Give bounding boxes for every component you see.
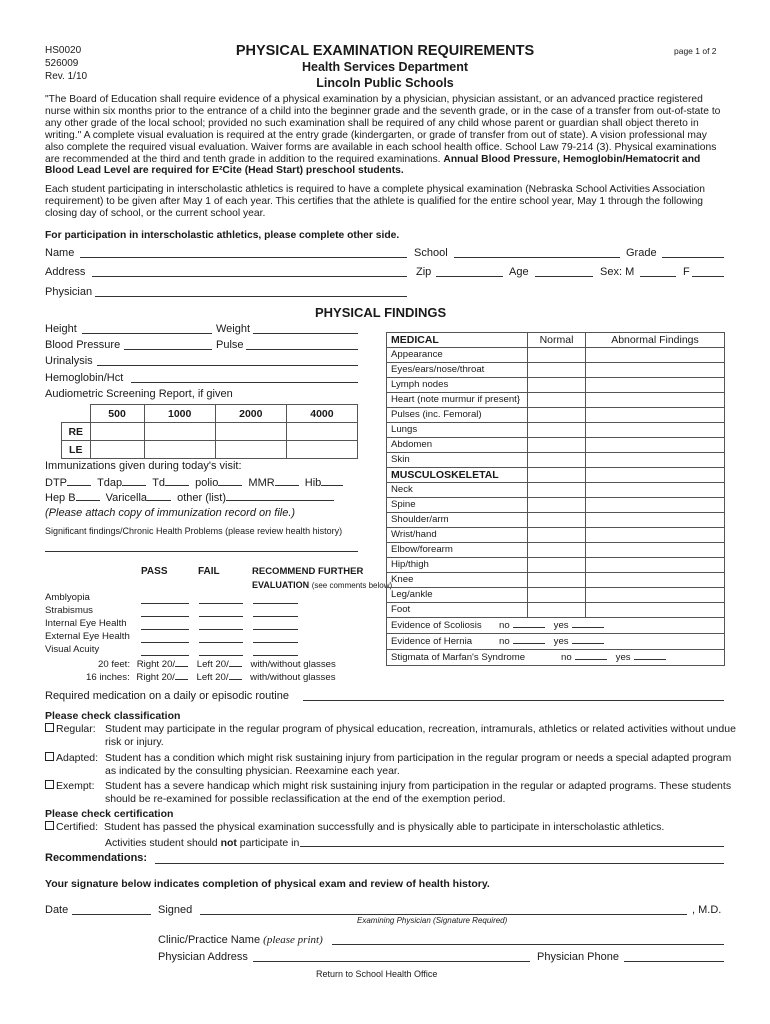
- vision-row-internal: Internal Eye Health: [45, 618, 127, 629]
- scoliosis-row: [387, 618, 725, 634]
- scoliosis-yes-label: yes: [553, 620, 569, 631]
- other-label: other (list): [177, 492, 226, 504]
- vision-evaluation-word: EVALUATION: [252, 580, 310, 590]
- abnormal-cell[interactable]: [586, 438, 725, 453]
- certified-checkbox[interactable]: [45, 821, 54, 830]
- medical-header: MEDICAL: [387, 333, 528, 348]
- medical-item: Skin: [387, 453, 528, 468]
- acuity-right-20ft-field[interactable]: [175, 666, 188, 667]
- abnormal-cell[interactable]: [586, 543, 725, 558]
- athletics-note: For participation in interscholastic athletics, please complete other side.: [45, 230, 400, 241]
- aud-cell[interactable]: [90, 441, 144, 459]
- vision-recommend-header: RECOMMEND FURTHER: [252, 566, 364, 577]
- abnormal-header: Abnormal Findings: [586, 333, 725, 348]
- activities-pre: Activities student should: [105, 837, 221, 849]
- varicella-field[interactable]: [147, 500, 171, 501]
- exempt-text-2: should be re-examined for possible reclassification at the end of the exemption period.: [105, 793, 506, 805]
- recommendations-field[interactable]: [155, 854, 724, 864]
- musc-item: Foot: [387, 603, 528, 618]
- aud-cell[interactable]: [144, 423, 215, 441]
- audiometric-table: [61, 404, 358, 459]
- page-title: PHYSICAL EXAMINATION REQUIREMENTS: [235, 43, 535, 59]
- immunizations-title: Immunizations given during today's visit:: [45, 460, 242, 472]
- activities-field[interactable]: [300, 837, 724, 847]
- normal-cell[interactable]: [528, 558, 586, 573]
- signed-label: Signed: [158, 904, 193, 916]
- address-label: Address: [45, 266, 86, 278]
- varicella-label: Varicella: [105, 492, 148, 504]
- hib-field[interactable]: [321, 485, 343, 486]
- adapted-checkbox[interactable]: [45, 752, 54, 761]
- abnormal-cell[interactable]: [586, 483, 725, 498]
- athletics-paragraph: Each student participating in interscholastic athletics is required to have a complete physical examination (Nebraska School Activities Association requirement) to be given after May 1 of each year. This certifies that the athlete is qualified for the entire school year, May 1 through the following closing day of school, or the current school year.: [45, 184, 705, 219]
- normal-cell[interactable]: [528, 528, 586, 543]
- aud-col-2000: 2000: [215, 405, 286, 423]
- hernia-yes-label: yes: [553, 636, 569, 647]
- form-revision: Rev. 1/10: [45, 71, 88, 82]
- regular-label: Regular:: [56, 723, 96, 735]
- hernia-label: Evidence of Hernia: [391, 636, 473, 647]
- marfan-no-label: no: [561, 652, 572, 663]
- board-requirement-text: "The Board of Education shall require evidence of a physical examination by a physician, physician assistant, or an advanced practice registered nurse within six months prior to the entrance of a child into the beginner grade and the seventh grade, or in the case of a transfer from out-of-state to any other grade of the local school; provided no such examination shall be required of any child whose parent or guardian shall object thereto in writing." A complete visual evaluation is required at the entry grade (kindergarten, or grade of transfer from out of state). A vision professional may also complete the required visual evaluation. Waiver forms are available in each school health office. School Law 79-214 (3). Physical examinations are recommended at the third and tenth grade in addition to the required examinations.: [45, 94, 721, 165]
- normal-cell[interactable]: [528, 483, 586, 498]
- district: Lincoln Public Schools: [316, 76, 454, 90]
- musc-item: Knee: [387, 573, 528, 588]
- abnormal-cell[interactable]: [586, 363, 725, 378]
- physician-label: Physician: [45, 286, 93, 298]
- vision-evaluation-header: [252, 580, 392, 590]
- tdap-label: Tdap: [97, 477, 123, 489]
- hemoglobin-field[interactable]: [131, 373, 358, 383]
- dtp-field[interactable]: [67, 485, 91, 486]
- blood-pressure-label: Blood Pressure: [45, 339, 121, 351]
- normal-cell[interactable]: [528, 498, 586, 513]
- board-requirement-paragraph: [45, 94, 725, 177]
- adapted-label: Adapted:: [56, 752, 99, 764]
- normal-cell[interactable]: [528, 408, 586, 423]
- certified-text: Student has passed the physical examination successfully and is physically able to participate in interscholastic athletics.: [103, 821, 665, 833]
- acuity-right-label: Right 20/: [136, 672, 175, 683]
- signature-field[interactable]: [200, 905, 687, 915]
- abnormal-cell[interactable]: [586, 498, 725, 513]
- mmr-label: MMR: [248, 477, 275, 489]
- physician-address-field[interactable]: [253, 952, 530, 962]
- td-field[interactable]: [165, 485, 189, 486]
- physician-phone-label: Physician Phone: [537, 951, 619, 963]
- required-medication-field[interactable]: [303, 691, 724, 701]
- normal-cell[interactable]: [528, 363, 586, 378]
- clinic-field[interactable]: [332, 935, 724, 945]
- pulse-label: Pulse: [216, 339, 244, 351]
- hepb-field[interactable]: [76, 500, 100, 501]
- vision-row-acuity: Visual Acuity: [45, 644, 100, 655]
- vision-field[interactable]: [199, 594, 243, 604]
- regular-text-2: risk or injury.: [105, 736, 164, 748]
- scoliosis-yes-field[interactable]: [572, 618, 604, 628]
- form-code-hs: HS0020: [45, 45, 82, 56]
- abnormal-cell[interactable]: [586, 558, 725, 573]
- normal-cell[interactable]: [528, 393, 586, 408]
- certification-title: Please check certification: [45, 808, 174, 820]
- immunizations-row-2: [45, 492, 334, 504]
- normal-cell[interactable]: [528, 573, 586, 588]
- aud-row-re: RE: [62, 423, 91, 441]
- physician-field[interactable]: [95, 287, 407, 297]
- normal-cell[interactable]: [528, 468, 586, 483]
- vision-field[interactable]: [253, 594, 298, 604]
- vision-row-strabismus: Strabismus: [45, 605, 93, 616]
- vision-field[interactable]: [141, 607, 189, 617]
- vision-field[interactable]: [199, 620, 243, 630]
- sex-m-label: Sex: M: [600, 266, 635, 278]
- audiometric-label: Audiometric Screening Report, if given: [45, 388, 233, 400]
- blood-pressure-field[interactable]: [124, 340, 212, 350]
- dtp-label: DTP: [45, 477, 67, 489]
- medical-item: Lymph nodes: [387, 378, 528, 393]
- recommendations-label: Recommendations:: [45, 852, 148, 864]
- hernia-no-label: no: [499, 636, 510, 647]
- acuity-left-label: Left 20/: [196, 659, 229, 670]
- abnormal-cell[interactable]: [586, 468, 725, 483]
- medical-item: Pulses (inc. Femoral): [387, 408, 528, 423]
- zip-field[interactable]: [436, 267, 503, 277]
- vision-field[interactable]: [253, 633, 298, 643]
- form-number: 526009: [45, 58, 79, 69]
- physical-findings-title: PHYSICAL FINDINGS: [315, 305, 447, 320]
- abnormal-cell[interactable]: [586, 423, 725, 438]
- abnormal-cell[interactable]: [586, 393, 725, 408]
- musc-item: Wrist/hand: [387, 528, 528, 543]
- acuity-left-20ft-field[interactable]: [229, 666, 242, 667]
- aud-row-le: LE: [62, 441, 91, 459]
- weight-label: Weight: [216, 323, 251, 335]
- date-field[interactable]: [72, 905, 151, 915]
- vision-evaluation-note: (see comments below): [311, 581, 393, 590]
- medical-findings-table: [386, 332, 725, 666]
- mmr-field[interactable]: [275, 485, 299, 486]
- normal-cell[interactable]: [528, 378, 586, 393]
- acuity-right-16in-field[interactable]: [175, 679, 188, 680]
- normal-cell[interactable]: [528, 513, 586, 528]
- head-start-requirement: Annual Blood Pressure, Hemoglobin/Hematocrit and Blood Lead Level are required for E²Cite (Head Start) preschool students.: [45, 153, 701, 177]
- height-label: Height: [45, 323, 77, 335]
- vision-field[interactable]: [253, 620, 298, 630]
- activities-line: [105, 837, 299, 849]
- acuity-right-label: Right 20/: [136, 659, 176, 670]
- md-label: , M.D.: [692, 904, 722, 916]
- musc-item: Neck: [387, 483, 528, 498]
- aud-col-4000: 4000: [286, 405, 357, 423]
- classification-title: Please check classification: [45, 710, 181, 722]
- vision-field[interactable]: [199, 646, 243, 656]
- required-medication-label: Required medication on a daily or episodic routine: [45, 690, 289, 702]
- name-field[interactable]: [80, 248, 407, 258]
- activities-post: participate in: [236, 837, 300, 849]
- immunizations-row-1: [45, 477, 343, 489]
- clinic-print-note: (please print): [263, 934, 323, 946]
- aud-corner: [62, 405, 91, 423]
- musc-item: Hip/thigh: [387, 558, 528, 573]
- vision-row-external: External Eye Health: [45, 631, 130, 642]
- school-field[interactable]: [454, 248, 620, 258]
- normal-header: Normal: [528, 333, 586, 348]
- department: Health Services Department: [301, 60, 469, 74]
- urinalysis-label: Urinalysis: [45, 355, 93, 367]
- regular-text-1: Student may participate in the regular program of physical education, recreation, intramurals, athletics or related activities without undue: [105, 723, 736, 735]
- vision-pass-header: PASS: [141, 566, 168, 577]
- abnormal-cell[interactable]: [586, 603, 725, 618]
- vision-field[interactable]: [141, 633, 189, 643]
- certified-label: Certified:: [56, 821, 99, 833]
- abnormal-cell[interactable]: [586, 573, 725, 588]
- vision-field[interactable]: [141, 646, 189, 656]
- hernia-row: [387, 634, 725, 650]
- marfan-label: Stigmata of Marfan's Syndrome: [391, 652, 526, 663]
- acuity-glasses-label: with/without glasses: [250, 659, 336, 670]
- abnormal-cell[interactable]: [586, 378, 725, 393]
- classification-regular[interactable]: [45, 723, 96, 735]
- physician-phone-field[interactable]: [624, 952, 724, 962]
- age-field[interactable]: [535, 267, 593, 277]
- vision-fail-header: FAIL: [198, 566, 220, 577]
- polio-field[interactable]: [218, 485, 242, 486]
- grade-field[interactable]: [662, 248, 724, 258]
- normal-cell[interactable]: [528, 453, 586, 468]
- regular-checkbox[interactable]: [45, 723, 54, 732]
- polio-label: polio: [195, 477, 219, 489]
- acuity-20-feet-label: 20 feet:: [98, 659, 131, 670]
- vision-field[interactable]: [199, 633, 243, 643]
- hib-label: Hib: [304, 477, 322, 489]
- height-field[interactable]: [82, 324, 212, 334]
- normal-cell[interactable]: [528, 438, 586, 453]
- normal-cell[interactable]: [528, 423, 586, 438]
- abnormal-cell[interactable]: [586, 408, 725, 423]
- medical-item: Heart (note murmur if present}: [387, 393, 528, 408]
- sex-m-field[interactable]: [640, 267, 676, 277]
- musc-item: Elbow/forearm: [387, 543, 528, 558]
- examining-physician-note: Examining Physician (Signature Required): [357, 916, 508, 925]
- aud-cell[interactable]: [215, 441, 286, 459]
- vision-field[interactable]: [199, 607, 243, 617]
- date-label: Date: [45, 904, 69, 916]
- scoliosis-label: Evidence of Scoliosis: [391, 620, 482, 631]
- abnormal-cell[interactable]: [586, 513, 725, 528]
- normal-cell[interactable]: [528, 588, 586, 603]
- weight-field[interactable]: [253, 324, 358, 334]
- musc-item: Leg/ankle: [387, 588, 528, 603]
- school-label: School: [414, 247, 448, 259]
- hepb-label: Hep B: [45, 492, 76, 504]
- medical-item: Eyes/ears/nose/throat: [387, 363, 528, 378]
- hernia-yes-field[interactable]: [572, 634, 604, 644]
- abnormal-cell[interactable]: [586, 453, 725, 468]
- td-label: Td: [152, 477, 166, 489]
- vision-field[interactable]: [141, 620, 189, 630]
- exempt-label: Exempt:: [56, 780, 95, 792]
- aud-col-1000: 1000: [144, 405, 215, 423]
- aud-cell[interactable]: [144, 441, 215, 459]
- address-field[interactable]: [92, 267, 407, 277]
- normal-cell[interactable]: [528, 543, 586, 558]
- acuity-glasses-label: with/without glasses: [250, 672, 336, 683]
- acuity-16-inches: [86, 672, 336, 683]
- activities-not: not: [220, 837, 237, 849]
- name-label: Name: [45, 247, 75, 259]
- abnormal-cell[interactable]: [586, 528, 725, 543]
- aud-cell[interactable]: [215, 423, 286, 441]
- vision-field[interactable]: [141, 594, 189, 604]
- sex-f-label: F: [683, 266, 690, 278]
- aud-cell[interactable]: [90, 423, 144, 441]
- vision-row-amblyopia: Amblyopia: [45, 592, 90, 603]
- abnormal-cell[interactable]: [586, 348, 725, 363]
- certification-certified[interactable]: [45, 821, 664, 833]
- page-number: page 1 of 2: [674, 46, 717, 56]
- pulse-field[interactable]: [246, 340, 358, 350]
- normal-cell[interactable]: [528, 603, 586, 618]
- form-code: [45, 44, 87, 83]
- scoliosis-no-field[interactable]: [513, 618, 545, 628]
- marfan-yes-label: yes: [615, 652, 631, 663]
- clinic-label: [158, 934, 323, 946]
- significant-findings-field[interactable]: [45, 542, 358, 552]
- attach-note: (Please attach copy of immunization record on file.): [45, 507, 296, 519]
- vision-field[interactable]: [253, 646, 298, 656]
- musc-item: Spine: [387, 498, 528, 513]
- hernia-no-field[interactable]: [513, 634, 545, 644]
- medical-item: Lungs: [387, 423, 528, 438]
- hemoglobin-label: Hemoglobin/Hct: [45, 372, 124, 384]
- aud-col-500: 500: [90, 405, 144, 423]
- marfan-row: [387, 650, 725, 666]
- tdap-field[interactable]: [122, 485, 146, 486]
- exempt-text-1: Student has a severe handicap which might risk sustaining injury from participation in the regular or adapted programs. These students: [105, 780, 732, 792]
- scoliosis-no-label: no: [499, 620, 510, 631]
- medical-item: Appearance: [387, 348, 528, 363]
- normal-cell[interactable]: [528, 348, 586, 363]
- exempt-checkbox[interactable]: [45, 780, 54, 789]
- acuity-left-label: Left 20/: [196, 672, 229, 683]
- classification-exempt[interactable]: [45, 780, 95, 792]
- clinic-name-label: Clinic/Practice Name: [158, 934, 261, 946]
- physician-address-label: Physician Address: [158, 951, 248, 963]
- signature-statement: Your signature below indicates completion of physical exam and review of health history.: [45, 878, 490, 890]
- classification-adapted[interactable]: [45, 752, 98, 764]
- musculoskeletal-header: MUSCULOSKELETAL: [387, 468, 528, 483]
- zip-label: Zip: [416, 266, 432, 278]
- acuity-16-inches-label: 16 inches:: [86, 672, 130, 683]
- medical-item: Abdomen: [387, 438, 528, 453]
- aud-cell[interactable]: [286, 441, 357, 459]
- adapted-text-2: as indicated by the consulting physician. Reexamine each year.: [105, 765, 400, 777]
- acuity-20-feet: [98, 659, 336, 670]
- adapted-text-1: Student has a condition which might risk sustaining injury from participation in the regular program or needs a special adapted program: [105, 752, 732, 764]
- return-note: Return to School Health Office: [316, 969, 438, 979]
- aud-cell[interactable]: [286, 423, 357, 441]
- significant-findings-label: Significant findings/Chronic Health Problems (please review health history): [45, 526, 343, 536]
- urinalysis-field[interactable]: [97, 356, 358, 366]
- abnormal-cell[interactable]: [586, 588, 725, 603]
- marfan-no-field[interactable]: [575, 650, 607, 660]
- vision-field[interactable]: [253, 607, 298, 617]
- other-field[interactable]: [226, 500, 334, 501]
- musc-item: Shoulder/arm: [387, 513, 528, 528]
- grade-label: Grade: [626, 247, 657, 259]
- sex-f-field[interactable]: [692, 267, 724, 277]
- age-label: Age: [509, 266, 529, 278]
- marfan-yes-field[interactable]: [634, 650, 666, 660]
- acuity-left-16in-field[interactable]: [229, 679, 242, 680]
